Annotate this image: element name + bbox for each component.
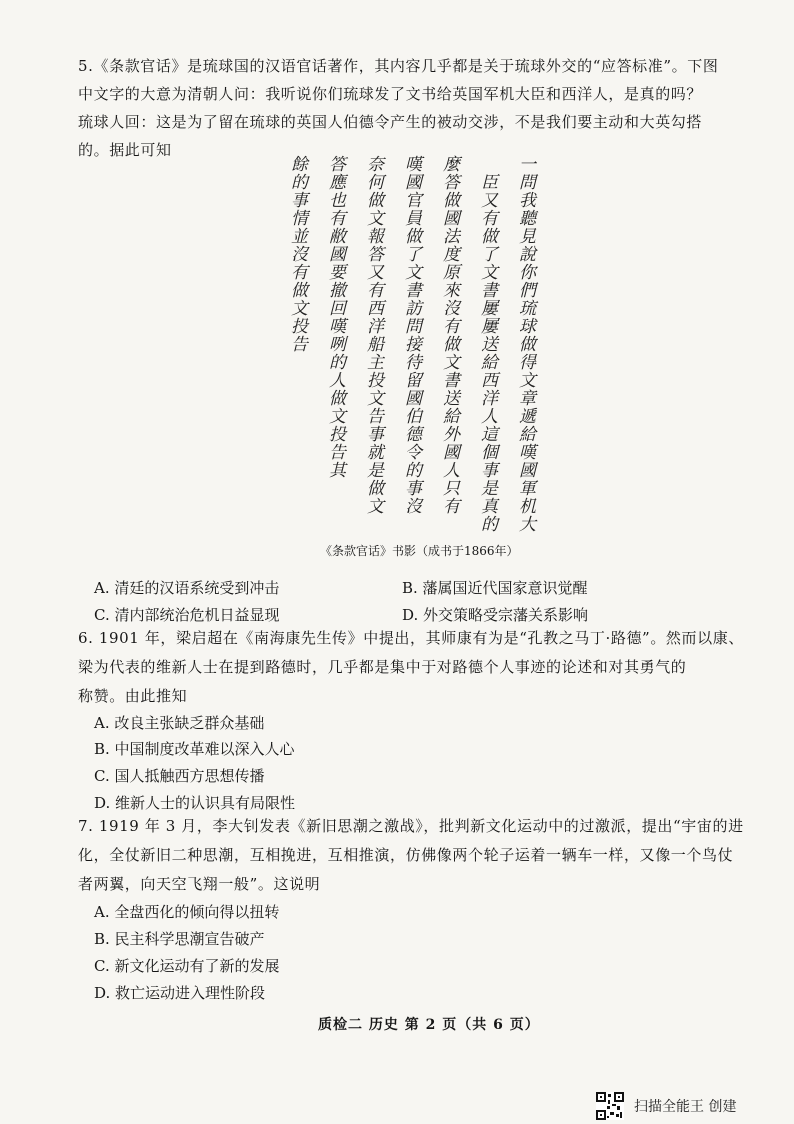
q6-option-a: A. 改良主张缺乏群众基础 bbox=[94, 714, 265, 732]
book-facsimile-figure bbox=[270, 155, 550, 550]
facsimile-column: 奈何做文報答又有西洋船主投文告事就是做文 bbox=[363, 155, 383, 515]
facsimile-column: 餘的事情並沒有做文投告 bbox=[287, 155, 307, 353]
q7-line: 化，全仗新旧二种思潮，互相挽进，互相推演，仿佛像两个轮子运着一辆车一样，又像一个鸟仗 bbox=[78, 846, 734, 864]
q6-option-c: C. 国人抵触西方思想传播 bbox=[94, 767, 265, 785]
question-7 bbox=[78, 812, 744, 899]
q7-option-c: C. 新文化运动有了新的发展 bbox=[94, 957, 280, 975]
q7-line: 者两翼，向天空飞翔一般”。这说明 bbox=[78, 875, 321, 893]
facsimile-column: 答應也有敝國要撤回嘆咧的人做文投告其 bbox=[325, 155, 345, 479]
facsimile-column: 嘆國官員做了文書訪問接待留國伯德令的事沒 bbox=[401, 155, 421, 515]
figure-caption: 《条款官话》书影（成书于1866年） bbox=[320, 544, 519, 558]
q7-line: 7. 1919 年 3 月，李大钊发表《新旧思潮之激战》，批判新文化运动中的过激派，提出“宇宙的进 bbox=[78, 817, 744, 835]
q5-line: 5.《条款官话》是琉球国的汉语官话著作，其内容几乎都是关于琉球外交的“应答标准”。下图 bbox=[78, 57, 719, 75]
question-6 bbox=[78, 624, 744, 711]
q6-option-d: D. 维新人士的认识具有局限性 bbox=[94, 794, 296, 812]
question-5 bbox=[78, 52, 738, 164]
q7-option-a: A. 全盘西化的倾向得以扭转 bbox=[94, 903, 280, 921]
q6-option-b: B. 中国制度改革难以深入人心 bbox=[94, 740, 295, 758]
q7-option-b: B. 民主科学思潮宣告破产 bbox=[94, 930, 265, 948]
q6-line: 梁为代表的维新人士在提到路德时，几乎都是集中于对路德个人事迹的论述和对其勇气的 bbox=[78, 658, 687, 676]
q5-options-row-1 bbox=[94, 574, 588, 602]
q5-line: 的。据此可知 bbox=[78, 141, 172, 159]
q5-line: 琉球人回：这是为了留在琉球的英国人伯德令产生的被动交涉，不是我们要主动和大英勾搭 bbox=[78, 113, 703, 131]
q5-option-d: D. 外交策略受宗藩关系影响 bbox=[402, 606, 589, 624]
q5-option-a: A. 清廷的汉语系统受到冲击 bbox=[94, 579, 280, 597]
qr-code-icon bbox=[596, 1092, 624, 1120]
scanner-app-credit: 扫描全能王 创建 bbox=[634, 1099, 737, 1115]
facsimile-column: 臣又有做了文書屢屢送給西洋人這個事是真的 bbox=[477, 173, 497, 533]
q5-option-c: C. 清内部统治危机日益显现 bbox=[94, 606, 280, 624]
q5-option-b: B. 藩属国近代国家意识觉醒 bbox=[402, 579, 588, 597]
q6-line: 6. 1901 年，梁启超在《南海康先生传》中提出，其师康有为是“孔教之马丁·路德”。然而以康、 bbox=[78, 629, 744, 647]
page-footer: 质检二 历史 第 2 页（共 6 页） bbox=[318, 1017, 540, 1033]
q6-line: 称赞。由此推知 bbox=[78, 687, 188, 705]
facsimile-column: 麼答做國法度原來沒有做文書送給外國人只有 bbox=[439, 155, 459, 515]
facsimile-column: 一問我聽見說你們琉球做得文章遞給嘆國軍机大 bbox=[515, 155, 535, 533]
q5-line: 中文字的大意为清朝人问：我听说你们琉球发了文书给英国军机大臣和西洋人，是真的吗？ bbox=[78, 85, 703, 103]
q7-option-d: D. 救亡运动进入理性阶段 bbox=[94, 984, 266, 1002]
